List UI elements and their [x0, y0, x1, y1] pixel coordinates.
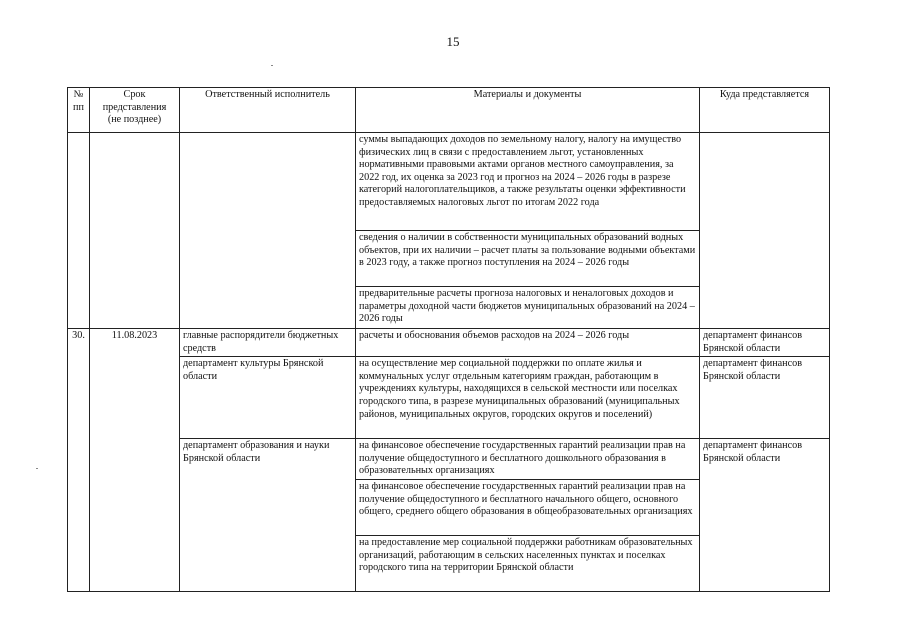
materials-cell: расчеты и обоснования объемов расходов на 2024 – 2026 годы [356, 329, 700, 357]
table-row [68, 231, 830, 287]
destination-cell [700, 287, 830, 329]
number-cell [68, 287, 90, 329]
date-cell [90, 287, 180, 329]
header-materials: Материалы и документы [356, 88, 700, 133]
header-deadline: Срок представления (не позднее) [90, 88, 180, 133]
table-row [68, 357, 830, 439]
destination-cell [700, 133, 830, 231]
executor-cell [180, 287, 356, 329]
destination-cell [700, 231, 830, 287]
materials-cell: сведения о наличии в собственности муниципальных образований водных объектов, при их наличии – расчет платы за пользование водными объектами в 2023 году, а также прогноз поступления на 2024 – 2026 годы [356, 231, 700, 287]
materials-cell: предварительные расчеты прогноза налоговых и неналоговых доходов и параметры доходной части бюджетов муниципальных образований на 2024 – 2026 годы [356, 287, 700, 329]
executor-name: департамент образования и науки Брянской области [180, 439, 356, 592]
executor-name: департамент культуры Брянской области [180, 357, 356, 439]
destination-cell: департамент финансов Брянской области [700, 329, 830, 357]
number-cell [68, 133, 90, 231]
materials-cell: на финансовое обеспечение государственных гарантий реализации прав на получение общедоступного и бесплатного дошкольного образования в образовательных организациях [356, 439, 700, 480]
scan-speck [271, 65, 273, 66]
header-destination: Куда представляется [700, 88, 830, 133]
table-row [68, 329, 830, 357]
header-executor: Ответственный исполнитель [180, 88, 356, 133]
table-row [68, 133, 830, 231]
date-cell [90, 231, 180, 287]
header-number: № пп [68, 88, 90, 133]
page-number: 15 [446, 34, 460, 49]
destination-cell: департамент финансов Брянской области [700, 357, 830, 439]
plan-table [67, 87, 830, 592]
table-header [68, 88, 830, 133]
materials-cell: на финансовое обеспечение государственных гарантий реализации прав на получение общедоступного и бесплатного начального общего, основного общего, среднего общего образования в общеобразовательных организациях [356, 479, 700, 535]
materials-cell: на осуществление мер социальной поддержки по оплате жилья и коммунальных услуг отдельным категориям граждан, работающим в учреждениях культуры, находящихся в сельской местности или поселках городского типа, в разрезе муниципальных образований (муниципальных районов, муниципальных округов, городских округов и поселений) [356, 357, 700, 439]
materials-cell: суммы выпадающих доходов по земельному налогу, налогу на имущество физических лиц в связи с предоставлением льгот, установленных нормативными правовыми актами органов местного самоуправления, за 2022 год, их оценка за 2023 год и прогноз на 2024 – 2026 годы в разрезе категорий налогоплательщиков, а также результаты оценки эффективности предоставляемых налоговых льгот по итогам 2022 года [356, 133, 700, 231]
row-deadline: 11.08.2023 [90, 329, 180, 592]
destination-cell: департамент финансов Брянской области [700, 439, 830, 592]
executor-name: главные распорядители бюджетных средств [180, 329, 356, 357]
scan-speck [36, 468, 38, 469]
executor-cell [180, 133, 356, 231]
number-cell [68, 231, 90, 287]
date-cell [90, 133, 180, 231]
table-row [68, 287, 830, 329]
row-number: 30. [68, 329, 90, 592]
table-row [68, 439, 830, 480]
executor-cell [180, 231, 356, 287]
materials-cell: на предоставление мер социальной поддержки работникам образовательных организаций, работающим в сельских населенных пунктах и поселках городского типа на территории Брянской области [356, 535, 700, 591]
